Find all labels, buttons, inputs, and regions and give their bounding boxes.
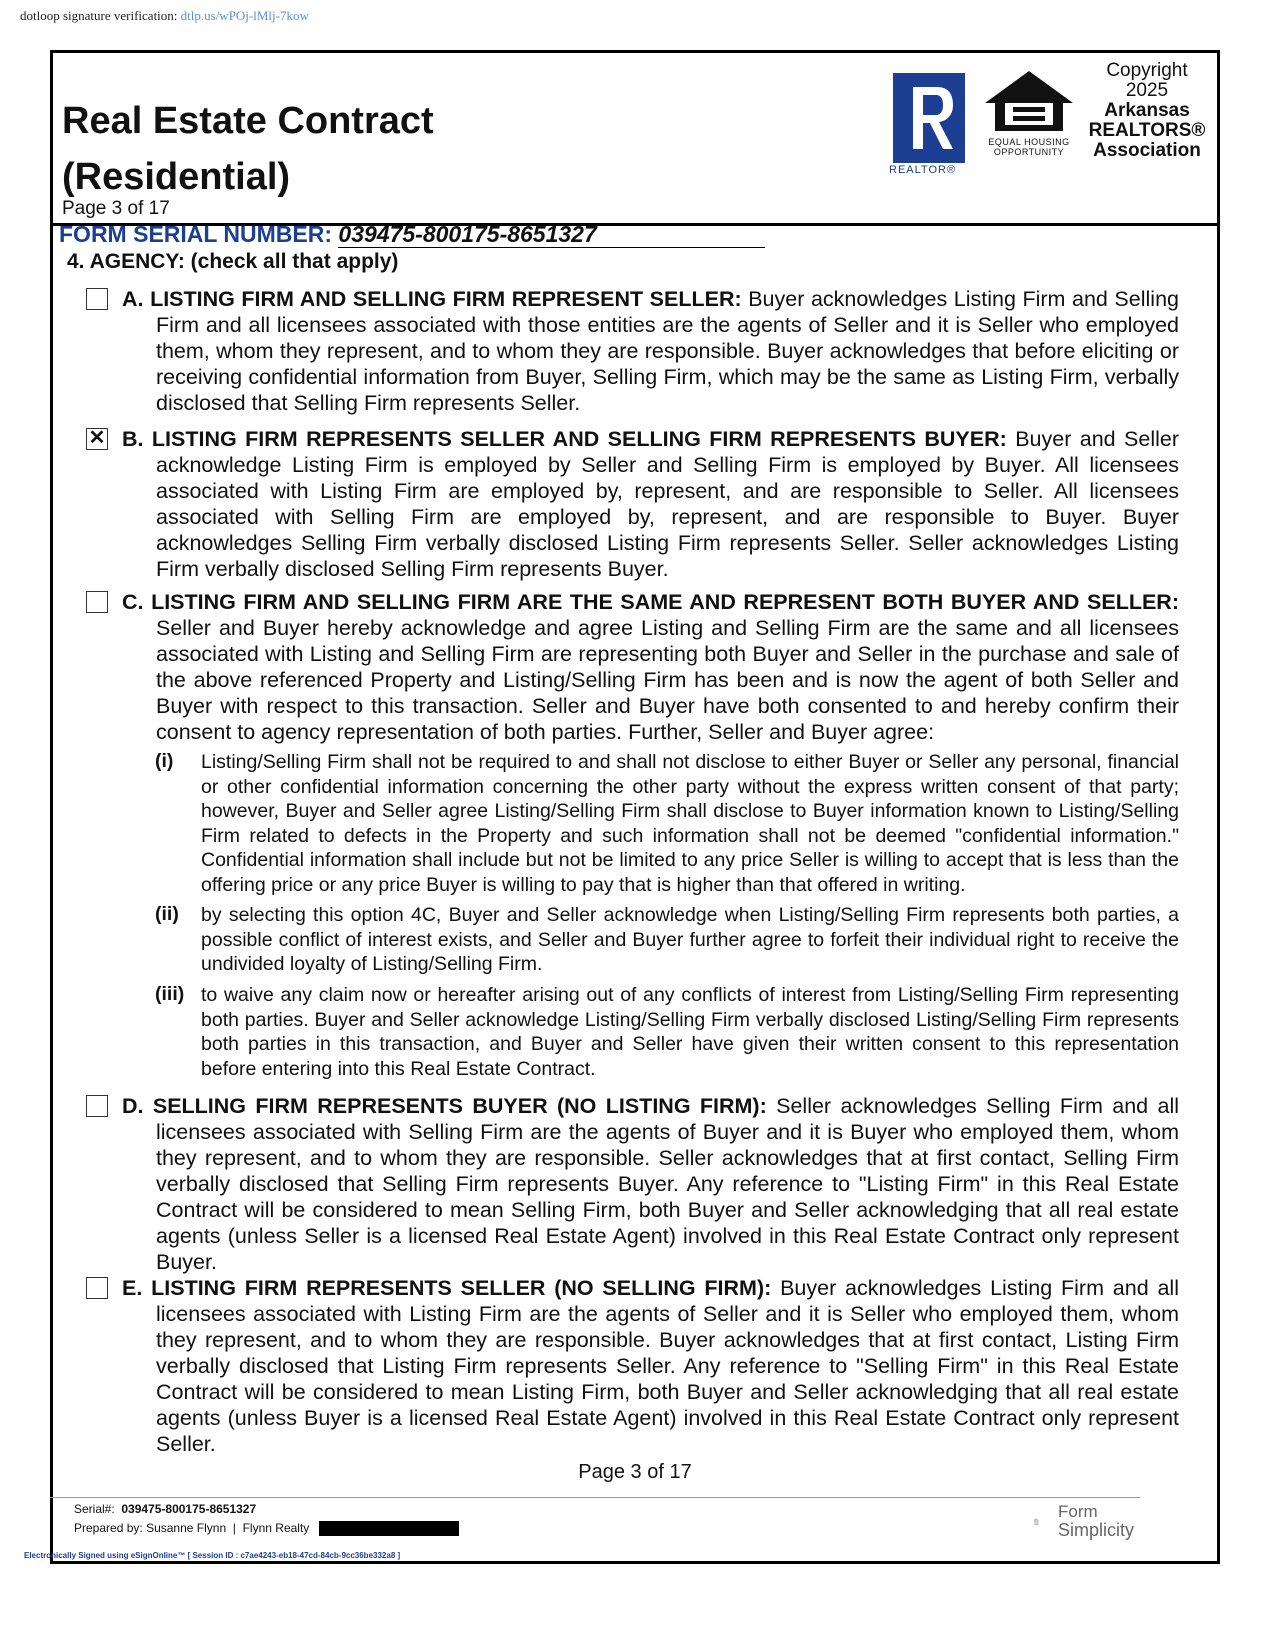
option-c-subitem-iii: (iii) to waive any claim now or hereafter arising out of any conflicts of interest from Listing/Selling Firm representing both parties. Buyer and Seller acknowledge Listing/Selling Firm verbally disclosed Listing/Selling Firm represents both parties in this transaction, and Buyer and Seller have given their written consent to this representation before entering into this Real Estate Contract. [155, 983, 1179, 1080]
signature-verification [20, 8, 309, 24]
footer-prepared-by: Prepared by: Susanne Flynn | Flynn Realty [74, 1521, 459, 1536]
footer-page-indicator: Page 3 of 17 [578, 1461, 692, 1483]
page-indicator: Page 3 of 17 [62, 198, 170, 219]
form-simplicity-icon [1034, 1504, 1056, 1540]
checkbox-c[interactable] [86, 591, 108, 613]
equal-housing-wordmark: EQUAL HOUSING OPPORTUNITY [988, 137, 1070, 157]
serial-value: 039475-800175-8651327 [338, 221, 764, 248]
copyright-notice: Copyright 2025 Arkansas REALTORS® Association [1088, 60, 1206, 161]
footer-divider [50, 1497, 1140, 1498]
document-header [53, 53, 1217, 226]
document-frame [50, 50, 1220, 1564]
checkbox-b-checked[interactable]: ✕ [86, 428, 108, 450]
section-heading: 4. AGENCY: (check all that apply) [67, 250, 399, 273]
option-c-subitem-i: (i) Listing/Selling Firm shall not be required to and shall not disclose to either Buyer or Seller any personal, financial or other confidential information concerning the other party without the express written consent of that party; however, Buyer and Seller agree Listing/Selling Firm shall disclose to Buyer information known to Listing/Selling Firm related to defects in the Property and such information shall not be deemed "confidential information." Confidential information shall include but not be limited to any price Seller is willing to accept that is less than the offering price or any price Buyer is willing to pay that is higher than that offered in writing. [155, 750, 1179, 896]
verification-link[interactable]: dtlp.us/wPOj-lMlj-7kow [180, 8, 309, 23]
footer-serial: Serial#: 039475-800175-8651327 [74, 1502, 257, 1516]
serial-label: FORM SERIAL NUMBER: [59, 221, 333, 247]
realtor-logo-icon [893, 73, 965, 163]
option-c-subitem-ii: (ii) by selecting this option 4C, Buyer and Seller acknowledge when Listing/Selling Firm represents both parties, a possible conflict of interest exists, and Seller and Buyer further agree to forfeit their individual right to receive the undivided loyalty of Listing/Selling Firm. [155, 903, 1179, 975]
checkbox-d[interactable] [86, 1095, 108, 1117]
verification-label: dotloop signature verification: [20, 8, 178, 23]
checkbox-a[interactable] [86, 288, 108, 310]
document-title: Real Estate Contract (Residential) [62, 100, 434, 198]
form-simplicity-brand: Form Simplicity [1058, 1502, 1135, 1540]
agency-option-c: C. LISTING FIRM AND SELLING FIRM ARE THE SAME AND REPRESENT BOTH BUYER AND SELLER: Seller and Buyer hereby acknowledge and agree Listing and Selling Firm are the same and all licensees associated with Listing and Selling Firm are representing both Buyer and Seller in the purchase and sale of the above referenced Property and Listing/Selling Firm has been and is now the agent of both Seller and Buyer with respect to this transaction. Seller and Buyer have both consented to and hereby confirm their consent to agency representation of both parties. Further, Seller and Buyer agree: [86, 589, 1179, 745]
form-serial-number [59, 221, 765, 248]
agency-option-e: E. LISTING FIRM REPRESENTS SELLER (NO SELLING FIRM): Buyer acknowledges Listing Firm and all licensees associated with Listing Firm are the agents of Seller and it is Seller who employed them, whom they represent, and to whom they are responsible. Buyer acknowledges that at first contact, Listing Firm verbally disclosed that Listing Firm represents Seller. Any reference to "Selling Firm" in this Real Estate Contract will be considered to mean Listing Firm, both Buyer and Seller acknowledging that all real estate agents (unless Buyer is a licensed Real Estate Agent) involved in this Real Estate Contract only represent Seller. [86, 1275, 1179, 1457]
checkbox-e[interactable] [86, 1277, 108, 1299]
redacted-signature [319, 1521, 459, 1536]
realtor-wordmark: REALTOR® [889, 164, 957, 176]
esign-notice: Electronically Signed using eSignOnline™ [ Session ID : c7ae4243-eb18-47cd-84cb-9cc36be332a8 ] [24, 1551, 401, 1560]
equal-housing-icon [983, 69, 1075, 133]
agency-option-b: ✕ B. LISTING FIRM REPRESENTS SELLER AND SELLING FIRM REPRESENTS BUYER: Buyer and Seller acknowledge Listing Firm is employed by Seller and Selling Firm is employed by Buyer. All licensees associated with Listing Firm are employed by, represent, and are responsible to Seller. All licensees associated with Selling Firm are employed by, represent, and are responsible to Buyer. Buyer acknowledges Selling Firm verbally disclosed Listing Firm represents Seller. Seller acknowledges Listing Firm verbally disclosed Selling Firm represents Buyer. [86, 426, 1179, 582]
agency-option-a: A. LISTING FIRM AND SELLING FIRM REPRESENT SELLER: Buyer acknowledges Listing Firm and Selling Firm and all licensees associated with those entities are the agents of Seller and it is Seller who employed them, whom they represent, and to whom they are responsible. Buyer acknowledges that before eliciting or receiving confidential information from Buyer, Selling Firm, which may be the same as Listing Firm, verbally disclosed that Selling Firm represents Seller. [86, 286, 1179, 416]
agency-option-d: D. SELLING FIRM REPRESENTS BUYER (NO LISTING FIRM): Seller acknowledges Selling Firm and all licensees associated with Selling Firm are the agents of Buyer and it is Buyer who employed them, whom they represent, and to whom they are responsible. Seller acknowledges that at first contact, Selling Firm verbally disclosed that Selling Firm represents Buyer. Any reference to "Listing Firm" in this Real Estate Contract will be considered to mean Selling Firm, both Buyer and Seller acknowledging that all real estate agents (unless Seller is a licensed Real Estate Agent) involved in this Real Estate Contract only represent Buyer. [86, 1093, 1179, 1275]
